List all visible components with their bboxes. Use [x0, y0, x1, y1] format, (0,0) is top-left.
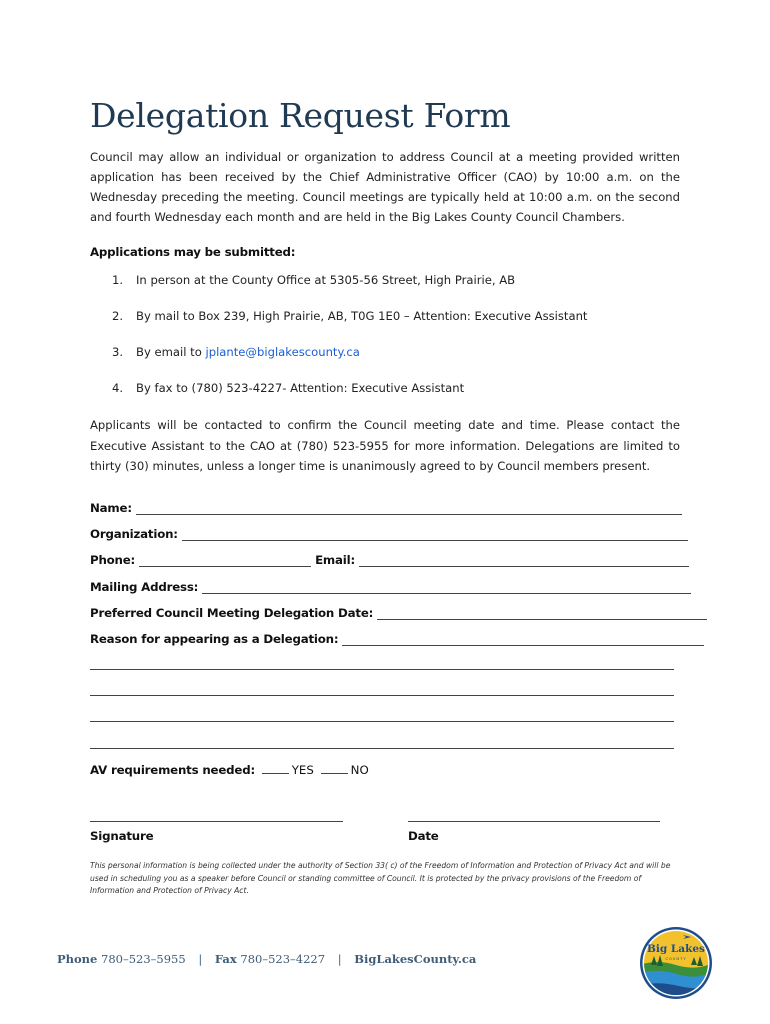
- av-requirements-label: AV requirements needed:: [90, 763, 255, 777]
- reason-continuation-line[interactable]: [90, 695, 674, 696]
- av-no-blank[interactable]: [321, 762, 348, 774]
- footer-separator: |: [198, 952, 203, 966]
- reason-continuation-line[interactable]: [90, 721, 674, 722]
- form-title: Delegation Request Form: [90, 96, 511, 135]
- av-no-label: NO: [350, 763, 369, 777]
- list-item: [112, 381, 464, 395]
- name-input-line[interactable]: [136, 502, 682, 515]
- list-text: By email to: [136, 345, 206, 359]
- logo-subtext: COUNTY: [665, 957, 687, 961]
- organization-input-line[interactable]: [182, 528, 688, 541]
- list-number: 4.: [112, 381, 124, 395]
- signature-line[interactable]: [90, 821, 343, 822]
- date-label: Date: [408, 829, 439, 843]
- signature-label: Signature: [90, 829, 154, 843]
- date-line[interactable]: [408, 821, 660, 822]
- av-requirements-field: [90, 762, 369, 777]
- reason-field[interactable]: [90, 630, 704, 646]
- phone-email-field[interactable]: [90, 551, 689, 567]
- applications-heading: Applications may be submitted:: [90, 245, 296, 259]
- list-text: In person at the County Office at 5305-56 Street, High Prairie, AB: [136, 273, 516, 287]
- footer-contact: [57, 952, 476, 966]
- preferred-date-label: Preferred Council Meeting Delegation Date:: [90, 606, 374, 620]
- reason-label: Reason for appearing as a Delegation:: [90, 632, 339, 646]
- av-yes-blank[interactable]: [262, 762, 289, 774]
- name-field[interactable]: [90, 499, 682, 515]
- list-text: By mail to Box 239, High Prairie, AB, T0G 1E0 – Attention: Executive Assistant: [136, 309, 588, 323]
- footer-phone-label: Phone: [57, 952, 98, 966]
- privacy-notice: This personal information is being collected under the authority of Section 33( c) of the Freedom of Information and Protection of Privacy Act and will be used in scheduling you as a speaker before Council or standing committee of Council. It is protected by the privacy provisions of the Freedom of Information and Protection of Privacy Act.: [90, 861, 671, 895]
- organization-label: Organization:: [90, 527, 178, 541]
- footer-separator: |: [337, 952, 342, 966]
- list-number: 3.: [112, 345, 124, 359]
- preferred-date-field[interactable]: [90, 604, 707, 620]
- reason-input-line[interactable]: [342, 633, 704, 646]
- phone-label: Phone:: [90, 553, 136, 567]
- email-input-line[interactable]: [359, 554, 689, 567]
- list-item: [112, 309, 587, 323]
- footer-phone-value: 780–523–5955: [101, 952, 186, 966]
- reason-continuation-line[interactable]: [90, 748, 674, 749]
- list-number: 1.: [112, 273, 124, 287]
- mailing-address-field[interactable]: [90, 578, 691, 594]
- name-label: Name:: [90, 501, 132, 515]
- big-lakes-county-logo: [639, 925, 713, 1001]
- av-yes-label: YES: [291, 763, 314, 777]
- email-label: Email:: [315, 553, 355, 567]
- mailing-address-input-line[interactable]: [202, 581, 691, 594]
- intro-paragraph: Council may allow an individual or organization to address Council at a meeting provided written application has been received by the Chief Administrative Officer (CAO) by 10:00 a.m. on the Wednesday preceding the meeting. Council meetings are typically held at 10:00 a.m. on the second and fourth Wednesday each month and are held in the Big Lakes County Council Chambers.: [90, 150, 680, 224]
- footer-website[interactable]: BigLakesCounty.ca: [354, 952, 477, 966]
- phone-input-line[interactable]: [139, 554, 311, 567]
- list-text: By fax to (780) 523-4227- Attention: Executive Assistant: [136, 381, 465, 395]
- footer-fax-value: 780–523–4227: [240, 952, 326, 966]
- mailing-address-label: Mailing Address:: [90, 580, 199, 594]
- applicants-paragraph: Applicants will be contacted to confirm the Council meeting date and time. Please contact the Executive Assistant to the CAO at (780) 523-5955 for more information. Delegations are limited to thirty (30) minutes, unless a longer time is unanimously agreed to by Council members present.: [90, 418, 680, 473]
- list-item: [112, 345, 360, 359]
- list-item: [112, 273, 515, 287]
- reason-continuation-line[interactable]: [90, 669, 674, 670]
- organization-field[interactable]: [90, 525, 688, 541]
- footer-fax-label: Fax: [214, 952, 237, 966]
- logo-text: Big Lakes: [647, 943, 705, 955]
- list-number: 2.: [112, 309, 124, 323]
- email-link[interactable]: jplante@biglakescounty.ca: [205, 345, 360, 359]
- preferred-date-input-line[interactable]: [377, 607, 707, 620]
